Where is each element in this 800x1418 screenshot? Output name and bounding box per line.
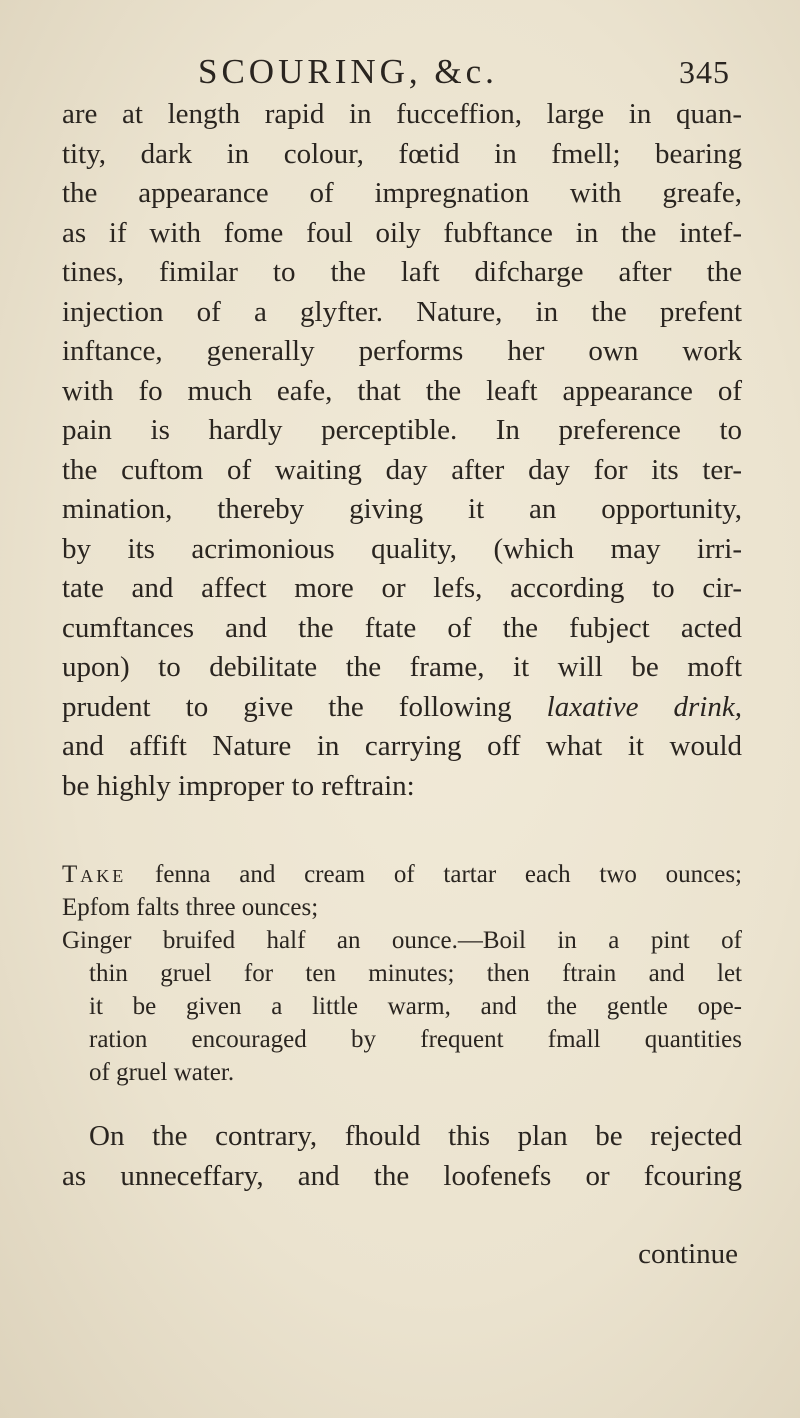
recipe-line: Epfom falts three ounces;	[62, 894, 319, 921]
paragraph-1	[62, 95, 742, 806]
text-line: with fo much eafe, that the leaft appearance of	[62, 374, 742, 407]
text-line: and affift Nature in carrying off what it would	[62, 730, 742, 762]
recipe-line: of gruel water.	[89, 1059, 235, 1086]
text-line: pain is hardly perceptible. In preference to	[62, 414, 742, 446]
text-line: be highly improper to reftrain:	[62, 769, 415, 802]
text-segment: prudent to give the following	[62, 690, 512, 723]
text-line: On the contrary, fhould this plan be rejected	[89, 1120, 742, 1152]
recipe-line	[62, 858, 742, 891]
recipe-lead-word: Take	[62, 861, 127, 888]
recipe-line: thin gruel for ten minutes; then ftrain and let	[89, 960, 742, 987]
recipe-line: Ginger bruifed half an ounce.—Boil in a pint of	[62, 927, 742, 954]
text-line: cumftances and the ftate of the fubject acted	[62, 611, 742, 644]
page-header	[198, 52, 730, 92]
running-head: SCOURING, &c.	[198, 52, 498, 91]
text-line: as if with fome foul oily fubftance in the intef-	[62, 216, 742, 249]
text-line: the appearance of impregnation with greafe,	[62, 177, 742, 209]
recipe-line: it be given a little warm, and the gentle ope-	[89, 993, 742, 1020]
text-line: upon) to debilitate the frame, it will be moft	[62, 651, 742, 683]
paragraph-2	[62, 1117, 742, 1196]
text-line: mination, thereby giving it an opportunity,	[62, 493, 742, 525]
text-line: by its acrimonious quality, (which may irri-	[62, 532, 742, 565]
recipe-block	[62, 858, 742, 1089]
text-line: the cuftom of waiting day after day for its ter-	[62, 453, 742, 486]
text-segment: fenna and cream of tartar each two ounces;	[126, 861, 742, 888]
text-line: injection of a glyfter. Nature, in the prefent	[62, 295, 742, 328]
text-line: tity, dark in colour, fœtid in fmell; bearing	[62, 137, 742, 170]
text-line: are at length rapid in fucceffion, large in quan-	[62, 98, 742, 130]
text-line-with-italic	[62, 688, 742, 728]
italic-term: laxative drink,	[546, 690, 742, 723]
page-number: 345	[679, 54, 730, 90]
text-line: tate and affect more or lefs, according to cir-	[62, 572, 742, 604]
catchword: continue	[638, 1238, 738, 1270]
text-line: inftance, generally performs her own work	[62, 335, 742, 367]
text-line: tines, fimilar to the laft difcharge after the	[62, 256, 742, 288]
text-line: as unneceffary, and the loofenefs or fcouring	[62, 1159, 742, 1192]
recipe-line: ration encouraged by frequent fmall quantities	[89, 1026, 742, 1053]
